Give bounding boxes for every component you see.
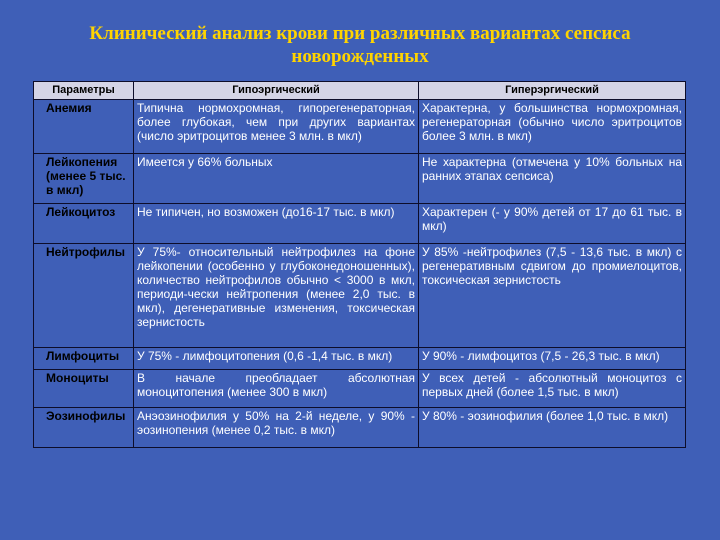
param-cell: Лимфоциты <box>34 348 134 370</box>
hyper-cell: У 85% -нейтрофилез (7,5 - 13,6 тыс. в мкл) с регенеративным сдвигом до промиелоцитов, токсическая зернистость <box>419 244 686 348</box>
hypo-cell: Типична нормохромная, гипорегенераторная, более глубокая, чем при других вариантах (число эритроцитов менее 3 млн. в мкл) <box>134 100 419 154</box>
title-line-1: Клинический анализ крови при различных вариантах сепсиса <box>89 23 631 44</box>
table-row <box>34 204 686 244</box>
hypo-cell: Не типичен, но возможен (до16-17 тыс. в мкл) <box>134 204 419 244</box>
hypo-cell: Анэозинофилия у 50% на 2-й неделе, у 90% - эозинопения (менее 0,2 тыс. в мкл) <box>134 408 419 448</box>
hyper-cell: У всех детей - абсолютный моноцитоз с первых дней (более 1,5 тыс. в мкл) <box>419 370 686 408</box>
param-cell: Нейтрофилы <box>34 244 134 348</box>
table-header-row <box>34 82 686 100</box>
table-row <box>34 244 686 348</box>
table-row <box>34 348 686 370</box>
hyper-cell: Характерен (- у 90% детей от 17 до 61 тыс. в мкл) <box>419 204 686 244</box>
hypo-cell: В начале преобладает абсолютная моноцитопения (менее 300 в мкл) <box>134 370 419 408</box>
title-line-2: новорожденных <box>291 46 429 67</box>
hypo-cell: У 75% - лимфоцитопения (0,6 -1,4 тыс. в мкл) <box>134 348 419 370</box>
hyper-cell: У 80% - эозинофилия (более 1,0 тыс. в мкл) <box>419 408 686 448</box>
table-row <box>34 154 686 204</box>
header-parameters: Параметры <box>34 82 134 100</box>
table-row <box>34 370 686 408</box>
blood-analysis-table <box>33 81 686 448</box>
param-cell: Эозинофилы <box>34 408 134 448</box>
hyper-cell: У 90% - лимфоцитоз (7,5 - 26,3 тыс. в мкл) <box>419 348 686 370</box>
slide-title <box>0 22 720 68</box>
hyper-cell: Характерна, у большинства нормохромная, регенераторная (обычно число эритроцитов более 3 млн. в мкл) <box>419 100 686 154</box>
param-cell: Моноциты <box>34 370 134 408</box>
hypo-cell: Имеется у 66% больных <box>134 154 419 204</box>
param-cell: Лейкопения (менее 5 тыс. в мкл) <box>34 154 134 204</box>
hypo-cell: У 75%- относительный нейтрофилез на фоне лейкопении (особенно у глубоконедоношенных), количество нейтрофилов обычно < 3000 в мкл, периоди-чески нейтропения (менее 2,0 тыс. в мкл), дегенеративные изменения, токсическая зернистость <box>134 244 419 348</box>
header-hyperergic: Гиперэргический <box>419 82 686 100</box>
hyper-cell: Не характерна (отмечена у 10% больных на ранних этапах сепсиса) <box>419 154 686 204</box>
header-hypoergic: Гипоэргический <box>134 82 419 100</box>
table-row <box>34 408 686 448</box>
table-row <box>34 100 686 154</box>
param-cell: Лейкоцитоз <box>34 204 134 244</box>
param-cell: Анемия <box>34 100 134 154</box>
